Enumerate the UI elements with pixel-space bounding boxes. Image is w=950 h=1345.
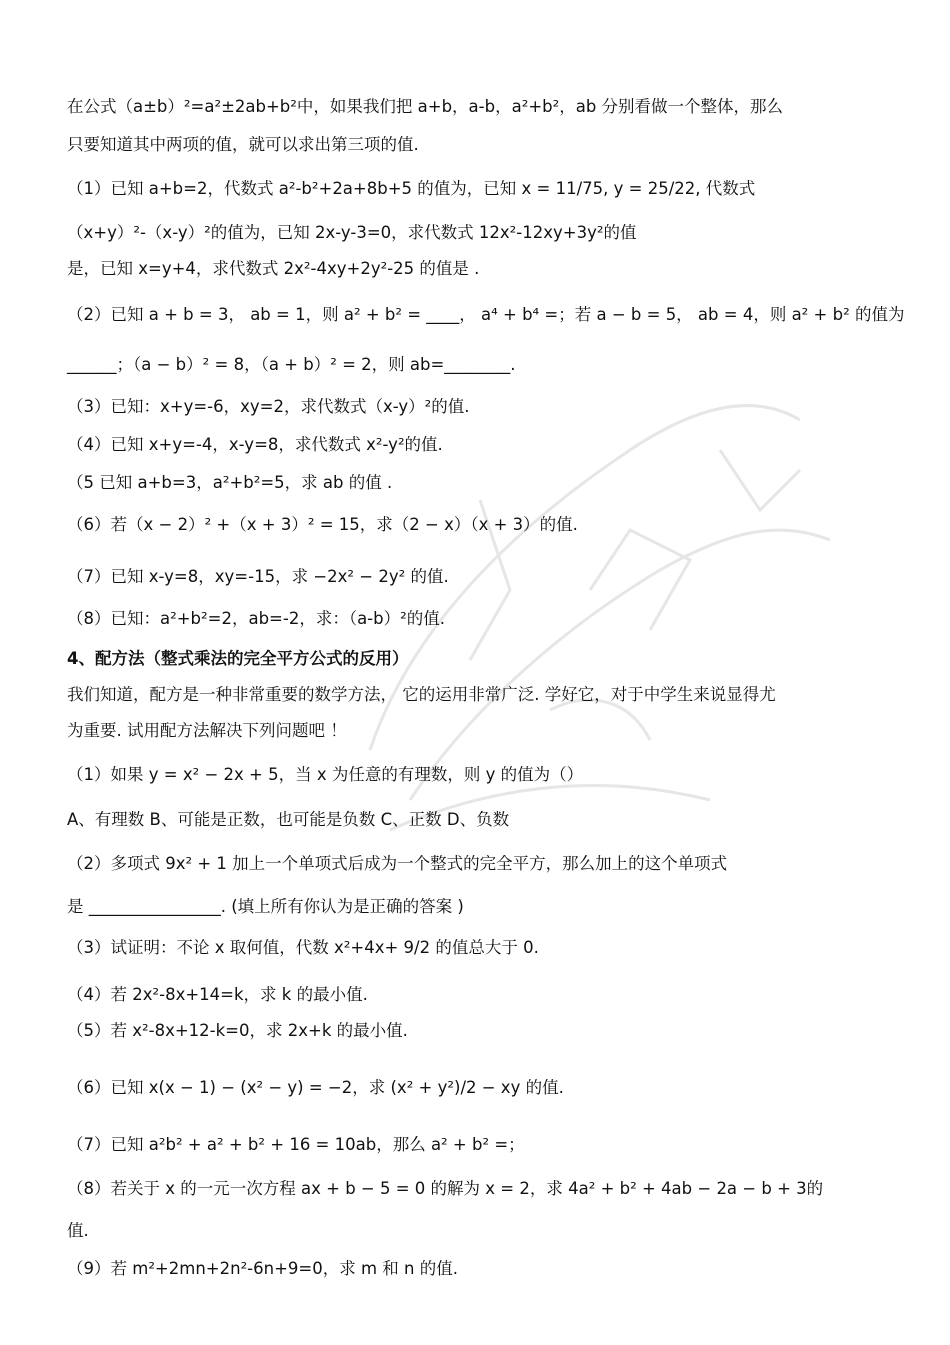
problem-4-6: （6）已知 x(x − 1) − (x² − y) = −2，求 (x² + y²)/2 − xy 的值. — [67, 1078, 564, 1097]
problem-3-8: （8）已知：a²+b²=2，ab=-2，求：（a-b）²的值. — [67, 609, 445, 628]
problem-3-5: （5 已知 a+b=3，a²+b²=5，求 ab 的值 . — [67, 473, 393, 492]
problem-4-2: （2）多项式 9x² + 1 加上一个单项式后成为一个整式的完全平方，那么加上的这个单项式 — [67, 854, 728, 873]
problem-3-4: （4）已知 x+y=-4，x-y=8，求代数式 x²-y²的值. — [67, 435, 443, 454]
problem-4-5: （5）若 x²-8x+12-k=0，求 2x+k 的最小值. — [67, 1021, 408, 1040]
section-4-intro-2: 为重要. 试用配方法解决下列问题吧 ！ — [67, 721, 347, 740]
problem-4-4: （4）若 2x²-8x+14=k，求 k 的最小值. — [67, 985, 368, 1004]
problem-4-1: （1）如果 y = x² − 2x + 5，当 x 为任意的有理数，则 y 的值为（） — [67, 765, 584, 784]
problem-4-8-cont: 值. — [67, 1221, 89, 1240]
problem-4-2-cont: 是 ________________. (填上所有你认为是正确的答案 ) — [67, 897, 464, 916]
intro-line-2: 只要知道其中两项的值，就可以求出第三项的值. — [67, 135, 419, 154]
problem-4-7: （7）已知 a²b² + a² + b² + 16 = 10ab，那么 a² + b² =； — [67, 1135, 525, 1154]
problem-3-1-cont: （x+y）²-（x-y）²的值为，已知 2x-y-3=0，求代数式 12x²-12xy+3y²的值 — [67, 223, 637, 242]
problem-3-2: （2）已知 a + b = 3， ab = 1，则 a² + b² = ____， a⁴ + b⁴ =；若 a − b = 5， ab = 4，则 a² + b² 的值为 — [67, 305, 905, 324]
problem-4-3: （3）试证明：不论 x 取何值，代数 x²+4x+ 9/2 的值总大于 0. — [67, 938, 539, 957]
problem-3-6: （6）若（x − 2）² +（x + 3）² = 15，求（2 − x）（x + 3）的值. — [67, 515, 578, 534]
problem-3-3: （3）已知：x+y=-6，xy=2，求代数式（x-y）²的值. — [67, 397, 470, 416]
problem-3-2-cont: ______；（a − b）² = 8，（a + b）² = 2，则 ab=________. — [67, 355, 516, 374]
problem-4-1-options: A、有理数 B、可能是正数，也可能是负数 C、正数 D、负数 — [67, 810, 510, 829]
problem-3-1: （1）已知 a+b=2，代数式 a²-b²+2a+8b+5 的值为，已知 x = 11/75, y = 25/22, 代数式 — [67, 179, 756, 198]
problem-4-9: （9）若 m²+2mn+2n²-6n+9=0，求 m 和 n 的值. — [67, 1259, 458, 1278]
problem-4-8: （8）若关于 x 的一元一次方程 ax + b − 5 = 0 的解为 x = 2，求 4a² + b² + 4ab − 2a − b + 3的 — [67, 1179, 824, 1198]
intro-line-1: 在公式（a±b）²=a²±2ab+b²中，如果我们把 a+b，a-b，a²+b²，ab 分别看做一个整体，那么 — [67, 97, 784, 116]
section-4-intro-1: 我们知道，配方是一种非常重要的数学方法， 它的运用非常广泛. 学好它，对于中学生来说显得尤 — [67, 685, 776, 704]
section-4-heading: 4、配方法（整式乘法的完全平方公式的反用） — [67, 649, 409, 668]
problem-3-1-cont2: 是，已知 x=y+4，求代数式 2x²-4xy+2y²-25 的值是 . — [67, 259, 480, 278]
problem-3-7: （7）已知 x-y=8，xy=-15，求 −2x² − 2y² 的值. — [67, 567, 449, 586]
